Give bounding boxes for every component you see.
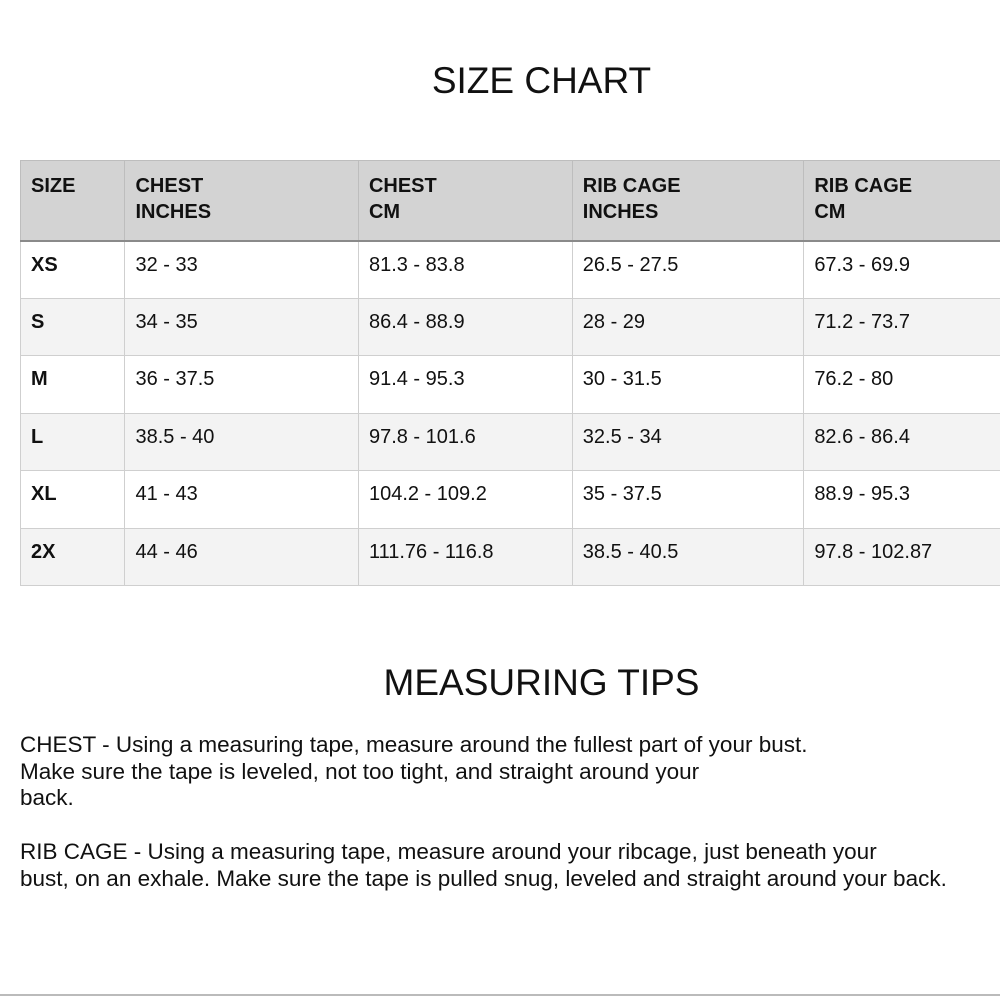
size-chart-body <box>21 241 1000 586</box>
header-unit: INCHES <box>582 201 659 223</box>
header-chest-cm <box>358 161 572 241</box>
cell-rib-cage-cm: 67.3 - 69.9 <box>804 241 1000 299</box>
header-label: CHEST <box>368 175 437 197</box>
table-row <box>21 298 1000 356</box>
cell-chest-inches: 38.5 - 40 <box>125 413 358 471</box>
measuring-tips-title: MEASURING TIPS <box>383 662 700 703</box>
table-row <box>21 528 1000 586</box>
cell-size: XL <box>21 471 125 529</box>
cell-size: M <box>21 356 125 414</box>
table-row <box>21 356 1000 414</box>
header-size <box>21 161 125 241</box>
header-rib-cage-inches <box>572 161 804 241</box>
header-label: RIB CAGE <box>582 175 681 197</box>
cell-chest-inches: 34 - 35 <box>125 298 358 356</box>
header-label: RIB CAGE <box>814 175 913 197</box>
chest-tip-text: CHEST - Using a measuring tape, measure around the fullest part of your bust. Make sure the tape is leveled, not too tight, and straight around your back. <box>20 732 808 810</box>
bottom-divider <box>0 994 1000 996</box>
cell-chest-inches: 36 - 37.5 <box>125 356 358 414</box>
table-row <box>21 471 1000 529</box>
cell-rib-cage-inches: 38.5 - 40.5 <box>572 528 804 586</box>
cell-chest-cm: 81.3 - 83.8 <box>358 241 572 299</box>
cell-size: XS <box>21 241 125 299</box>
cell-rib-cage-cm: 88.9 - 95.3 <box>804 471 1000 529</box>
cell-chest-cm: 91.4 - 95.3 <box>358 356 572 414</box>
header-chest-inches <box>125 161 358 241</box>
cell-size: L <box>21 413 125 471</box>
cell-rib-cage-cm: 71.2 - 73.7 <box>804 298 1000 356</box>
header-rib-cage-cm <box>804 161 1000 241</box>
cell-chest-cm: 97.8 - 101.6 <box>358 413 572 471</box>
cell-rib-cage-inches: 26.5 - 27.5 <box>572 241 804 299</box>
header-label: SIZE <box>31 175 76 197</box>
cell-rib-cage-inches: 28 - 29 <box>572 298 804 356</box>
cell-size: 2X <box>21 528 125 586</box>
rib-cage-tip-text: RIB CAGE - Using a measuring tape, measure around your ribcage, just beneath your bust, on an exhale. Make sure the tape is pulled snug, leveled and straight around your back. <box>20 839 947 891</box>
cell-size: S <box>21 298 125 356</box>
cell-rib-cage-inches: 35 - 37.5 <box>572 471 804 529</box>
cell-chest-inches: 32 - 33 <box>125 241 358 299</box>
cell-rib-cage-cm: 82.6 - 86.4 <box>804 413 1000 471</box>
header-unit: CM <box>368 201 401 223</box>
header-unit: CM <box>814 201 846 223</box>
cell-chest-cm: 86.4 - 88.9 <box>358 298 572 356</box>
cell-chest-inches: 41 - 43 <box>125 471 358 529</box>
cell-rib-cage-inches: 30 - 31.5 <box>572 356 804 414</box>
size-chart-table <box>20 160 1000 586</box>
cell-chest-cm: 111.76 - 116.8 <box>358 528 572 586</box>
cell-rib-cage-cm: 97.8 - 102.87 <box>804 528 1000 586</box>
cell-chest-inches: 44 - 46 <box>125 528 358 586</box>
cell-rib-cage-cm: 76.2 - 80 <box>804 356 1000 414</box>
table-row <box>21 241 1000 299</box>
table-header-row <box>21 161 1000 241</box>
header-label: CHEST <box>135 175 204 197</box>
cell-rib-cage-inches: 32.5 - 34 <box>572 413 804 471</box>
header-unit: INCHES <box>135 201 212 223</box>
cell-chest-cm: 104.2 - 109.2 <box>358 471 572 529</box>
size-chart-title: SIZE CHART <box>431 60 652 101</box>
table-row <box>21 413 1000 471</box>
